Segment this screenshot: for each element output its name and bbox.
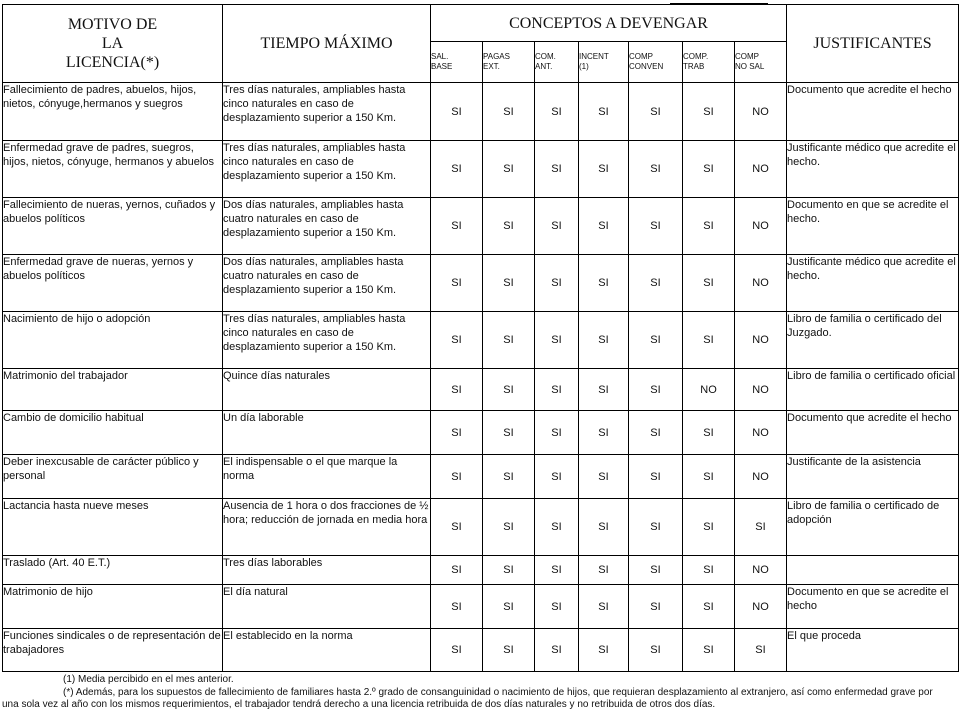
concepto-value-cell: SI <box>483 369 535 411</box>
concepto-value-cell: SI <box>483 585 535 629</box>
justificante-cell: Justificante médico que acredite el hecho. <box>787 255 959 312</box>
table-row <box>3 585 959 629</box>
concepto-value-cell: SI <box>683 83 735 141</box>
concepto-value-cell: SI <box>431 369 483 411</box>
concepto-value-cell: SI <box>535 255 579 312</box>
table-row <box>3 83 959 141</box>
concepto-value-cell: SI <box>683 198 735 255</box>
tiempo-cell: El establecido en la norma <box>223 629 431 672</box>
justificante-cell <box>787 556 959 585</box>
motivo-cell: Deber inexcusable de carácter público y personal <box>3 455 223 499</box>
subheader-6 <box>735 42 787 83</box>
table-row <box>3 312 959 369</box>
subheader-0 <box>431 42 483 83</box>
concepto-value-cell: SI <box>535 369 579 411</box>
concepto-value-cell: SI <box>483 499 535 556</box>
concepto-value-cell: SI <box>535 629 579 672</box>
subheader-line: BASE <box>431 62 453 71</box>
tiempo-cell: Quince días naturales <box>223 369 431 411</box>
concepto-value-cell: SI <box>629 455 683 499</box>
footnote-2-line1: (*) Además, para los supuestos de fallecimiento de familiares hasta 2.º grado de consanguinidad o nacimiento de hijos, que requieran desplazamiento al extranjero, así como enfermedad grave por <box>63 687 933 698</box>
subheader-4 <box>629 42 683 83</box>
concepto-value-cell: NO <box>735 411 787 455</box>
motivo-cell: Fallecimiento de padres, abuelos, hijos, nietos, cónyuge,hermanos y suegros <box>3 83 223 141</box>
concepto-value-cell: SI <box>535 455 579 499</box>
concepto-value-cell: SI <box>735 629 787 672</box>
concepto-value-cell: SI <box>431 499 483 556</box>
concepto-value-cell: SI <box>483 629 535 672</box>
motivo-cell: Cambio de domicilio habitual <box>3 411 223 455</box>
concepto-value-cell: SI <box>683 629 735 672</box>
concepto-value-cell: SI <box>683 556 735 585</box>
table-row <box>3 198 959 255</box>
concepto-value-cell: SI <box>629 629 683 672</box>
table-row <box>3 411 959 455</box>
concepto-value-cell: SI <box>683 499 735 556</box>
licencias-table <box>2 4 959 672</box>
tiempo-cell: Tres días naturales, ampliables hasta cinco naturales en caso de desplazamiento superior a 150 Km. <box>223 312 431 369</box>
concepto-value-cell: SI <box>735 499 787 556</box>
concepto-value-cell: SI <box>535 556 579 585</box>
concepto-value-cell: SI <box>535 499 579 556</box>
subheader-line: ANT. <box>535 62 553 71</box>
concepto-value-cell: NO <box>735 141 787 198</box>
subheader-1 <box>483 42 535 83</box>
justificante-cell: Documento que acredite el hecho <box>787 411 959 455</box>
concepto-value-cell: SI <box>483 455 535 499</box>
concepto-value-cell: SI <box>431 629 483 672</box>
subheader-line: COMP <box>629 52 653 61</box>
concepto-value-cell: SI <box>483 255 535 312</box>
concepto-value-cell: SI <box>483 83 535 141</box>
tiempo-cell: Tres días naturales, ampliables hasta cinco naturales en caso de desplazamiento superior a 150 Km. <box>223 141 431 198</box>
concepto-value-cell: NO <box>735 556 787 585</box>
concepto-value-cell: SI <box>431 83 483 141</box>
concepto-value-cell: SI <box>483 141 535 198</box>
concepto-value-cell: SI <box>431 585 483 629</box>
concepto-value-cell: NO <box>683 369 735 411</box>
subheader-line: COM. <box>535 52 556 61</box>
table-row <box>3 556 959 585</box>
justificante-cell: Justificante de la asistencia <box>787 455 959 499</box>
subheader-line: COMP. <box>683 52 709 61</box>
subheader-line: CONVEN <box>629 62 664 71</box>
concepto-value-cell: SI <box>629 585 683 629</box>
table-row <box>3 255 959 312</box>
concepto-value-cell: SI <box>579 585 629 629</box>
concepto-value-cell: NO <box>735 369 787 411</box>
concepto-value-cell: SI <box>431 411 483 455</box>
concepto-value-cell: SI <box>535 585 579 629</box>
tiempo-cell: Dos días naturales, ampliables hasta cuatro naturales en caso de desplazamiento superior a 150 Km. <box>223 198 431 255</box>
subheader-line: TRAB <box>683 62 705 71</box>
motivo-cell: Matrimonio de hijo <box>3 585 223 629</box>
justificante-cell: Documento en que se acredite el hecho. <box>787 198 959 255</box>
concepto-value-cell: SI <box>579 411 629 455</box>
subheader-3 <box>579 42 629 83</box>
concepto-value-cell: SI <box>535 198 579 255</box>
justificante-cell: Documento en que se acredite el hecho <box>787 585 959 629</box>
justificante-cell: Libro de familia o certificado del Juzgado. <box>787 312 959 369</box>
concepto-value-cell: SI <box>431 255 483 312</box>
concepto-value-cell: SI <box>579 629 629 672</box>
concepto-value-cell: SI <box>629 198 683 255</box>
motivo-cell: Enfermedad grave de nueras, yernos y abuelos políticos <box>3 255 223 312</box>
motivo-cell: Enfermedad grave de padres, suegros, hijos, nietos, cónyuge, hermanos y abuelos <box>3 141 223 198</box>
justificante-cell: Documento que acredite el hecho <box>787 83 959 141</box>
subheader-line: PAGAS <box>483 52 510 61</box>
subheader-line: EXT. <box>483 62 500 71</box>
concepto-value-cell: SI <box>431 141 483 198</box>
table-row <box>3 455 959 499</box>
subheader-2 <box>535 42 579 83</box>
justificante-cell: El que proceda <box>787 629 959 672</box>
header-motivo: MOTIVO DE LA LICENCIA(*) <box>3 5 223 83</box>
concepto-value-cell: SI <box>535 141 579 198</box>
concepto-value-cell: SI <box>431 312 483 369</box>
concepto-value-cell: NO <box>735 255 787 312</box>
concepto-value-cell: SI <box>629 411 683 455</box>
tiempo-cell: Ausencia de 1 hora o dos fracciones de ½ hora; reducción de jornada en media hora <box>223 499 431 556</box>
concepto-value-cell: NO <box>735 312 787 369</box>
header-justificantes: JUSTIFICANTES <box>787 5 959 83</box>
concepto-value-cell: SI <box>683 141 735 198</box>
table-row <box>3 369 959 411</box>
concepto-value-cell: SI <box>579 198 629 255</box>
motivo-cell: Matrimonio del trabajador <box>3 369 223 411</box>
concepto-value-cell: SI <box>629 141 683 198</box>
concepto-value-cell: SI <box>431 455 483 499</box>
concepto-value-cell: NO <box>735 585 787 629</box>
header-tiempo: TIEMPO MÁXIMO <box>223 5 431 83</box>
concepto-value-cell: SI <box>629 556 683 585</box>
table-row <box>3 141 959 198</box>
table-row <box>3 499 959 556</box>
motivo-cell: Traslado (Art. 40 E.T.) <box>3 556 223 585</box>
concepto-value-cell: SI <box>431 556 483 585</box>
concepto-value-cell: SI <box>579 556 629 585</box>
concepto-value-cell: SI <box>483 198 535 255</box>
tiempo-cell: Tres días laborables <box>223 556 431 585</box>
footnote-1: (1) Media percibido en el mes anterior. <box>63 674 234 685</box>
tiempo-cell: Dos días naturales, ampliables hasta cuatro naturales en caso de desplazamiento superior a 150 Km. <box>223 255 431 312</box>
concepto-value-cell: SI <box>483 312 535 369</box>
concepto-value-cell: SI <box>629 83 683 141</box>
concepto-value-cell: SI <box>483 556 535 585</box>
subheader-line: NO SAL <box>735 62 765 71</box>
justificante-cell: Libro de familia o certificado oficial <box>787 369 959 411</box>
concepto-value-cell: SI <box>629 499 683 556</box>
subheader-line: (1) <box>579 62 589 71</box>
concepto-value-cell: SI <box>683 585 735 629</box>
subheader-line: SAL. <box>431 52 449 61</box>
concepto-value-cell: SI <box>535 83 579 141</box>
justificante-cell: Justificante médico que acredite el hecho. <box>787 141 959 198</box>
concepto-value-cell: SI <box>629 255 683 312</box>
concepto-value-cell: SI <box>579 369 629 411</box>
concepto-value-cell: SI <box>535 411 579 455</box>
concepto-value-cell: SI <box>579 141 629 198</box>
concepto-value-cell: NO <box>735 455 787 499</box>
motivo-cell: Lactancia hasta nueve meses <box>3 499 223 556</box>
concepto-value-cell: SI <box>579 312 629 369</box>
concepto-value-cell: NO <box>735 83 787 141</box>
tiempo-cell: El día natural <box>223 585 431 629</box>
motivo-cell: Funciones sindicales o de representación de trabajadores <box>3 629 223 672</box>
concepto-value-cell: SI <box>629 312 683 369</box>
concepto-value-cell: SI <box>579 455 629 499</box>
justificante-cell: Libro de familia o certificado de adopción <box>787 499 959 556</box>
concepto-value-cell: SI <box>683 312 735 369</box>
concepto-value-cell: NO <box>735 198 787 255</box>
tiempo-cell: Tres días naturales, ampliables hasta cinco naturales en caso de desplazamiento superior a 150 Km. <box>223 83 431 141</box>
concepto-value-cell: SI <box>579 255 629 312</box>
footnote-2-line2: una sola vez al año con los mismos requerimientos, el trabajador tendrá derecho a una licencia retribuida de dos días naturales y no retribuida de otros dos días. <box>2 699 716 710</box>
motivo-cell: Nacimiento de hijo o adopción <box>3 312 223 369</box>
concepto-value-cell: SI <box>683 255 735 312</box>
subheader-line: INCENT <box>579 52 609 61</box>
concepto-value-cell: SI <box>629 369 683 411</box>
table-row <box>3 629 959 672</box>
tiempo-cell: El indispensable o el que marque la norma <box>223 455 431 499</box>
concepto-value-cell: SI <box>483 411 535 455</box>
concepto-value-cell: SI <box>535 312 579 369</box>
concepto-value-cell: SI <box>579 83 629 141</box>
concepto-value-cell: SI <box>431 198 483 255</box>
motivo-cell: Fallecimiento de nueras, yernos, cuñados y abuelos políticos <box>3 198 223 255</box>
concepto-value-cell: SI <box>683 455 735 499</box>
tiempo-cell: Un día laborable <box>223 411 431 455</box>
subheader-5 <box>683 42 735 83</box>
subheader-line: COMP <box>735 52 759 61</box>
header-conceptos: CONCEPTOS A DEVENGAR <box>431 5 787 42</box>
concepto-value-cell: SI <box>579 499 629 556</box>
concepto-value-cell: SI <box>683 411 735 455</box>
